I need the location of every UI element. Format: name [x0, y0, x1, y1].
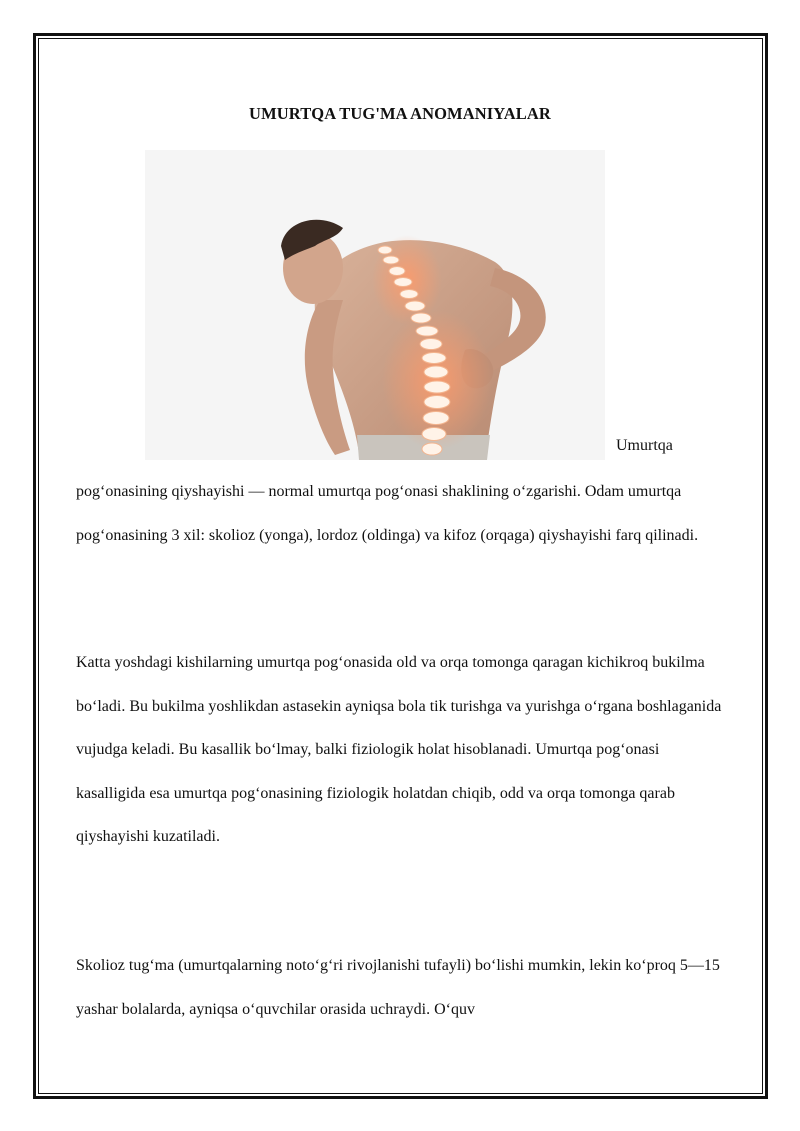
document-title: UMURTQA TUG'MA ANOMANIYALAR	[249, 104, 551, 123]
spine-pain-photo	[145, 150, 605, 460]
paragraph-3: Skolioz tug‘ma (umurtqalarning noto‘g‘ri rivojlanishi tufayli) bo‘lishi mumkin, lekin ko‘proq 5—15 yashar bolalarda, ayniqsa o‘quvchilar orasida uchraydi. O‘quv	[76, 957, 720, 1018]
paragraph-2: Katta yoshdagi kishilarning umurtqa pog‘onasida old va orqa tomonga qaragan kichikroq bukilma bo‘ladi. Bu bukilma yoshlikdan astasekin ayniqsa bola tik turishga va yurishga o‘rgana boshlaganida vujudga keladi. Bu kasallik bo‘lmay, balki fiziologik holat hisoblanadi. Umurtqa pog‘onasi kasalligida esa umurtqa pog‘onasining fiziologik holatdan chiqib, odd va orqa tomonga qarab qiyshayishi kuzatiladi.	[76, 654, 722, 845]
paragraph-1: pog‘onasining qiyshayishi — normal umurtqa pog‘onasi shaklining o‘zgarishi. Odam umurtqa pog‘onasining 3 xil: skolioz (yonga), lordoz (oldinga) va kifoz (orqaga) qiyshayishi farq qilinadi.	[76, 483, 699, 544]
paragraph-lead-word: Umurtqa	[616, 437, 673, 454]
